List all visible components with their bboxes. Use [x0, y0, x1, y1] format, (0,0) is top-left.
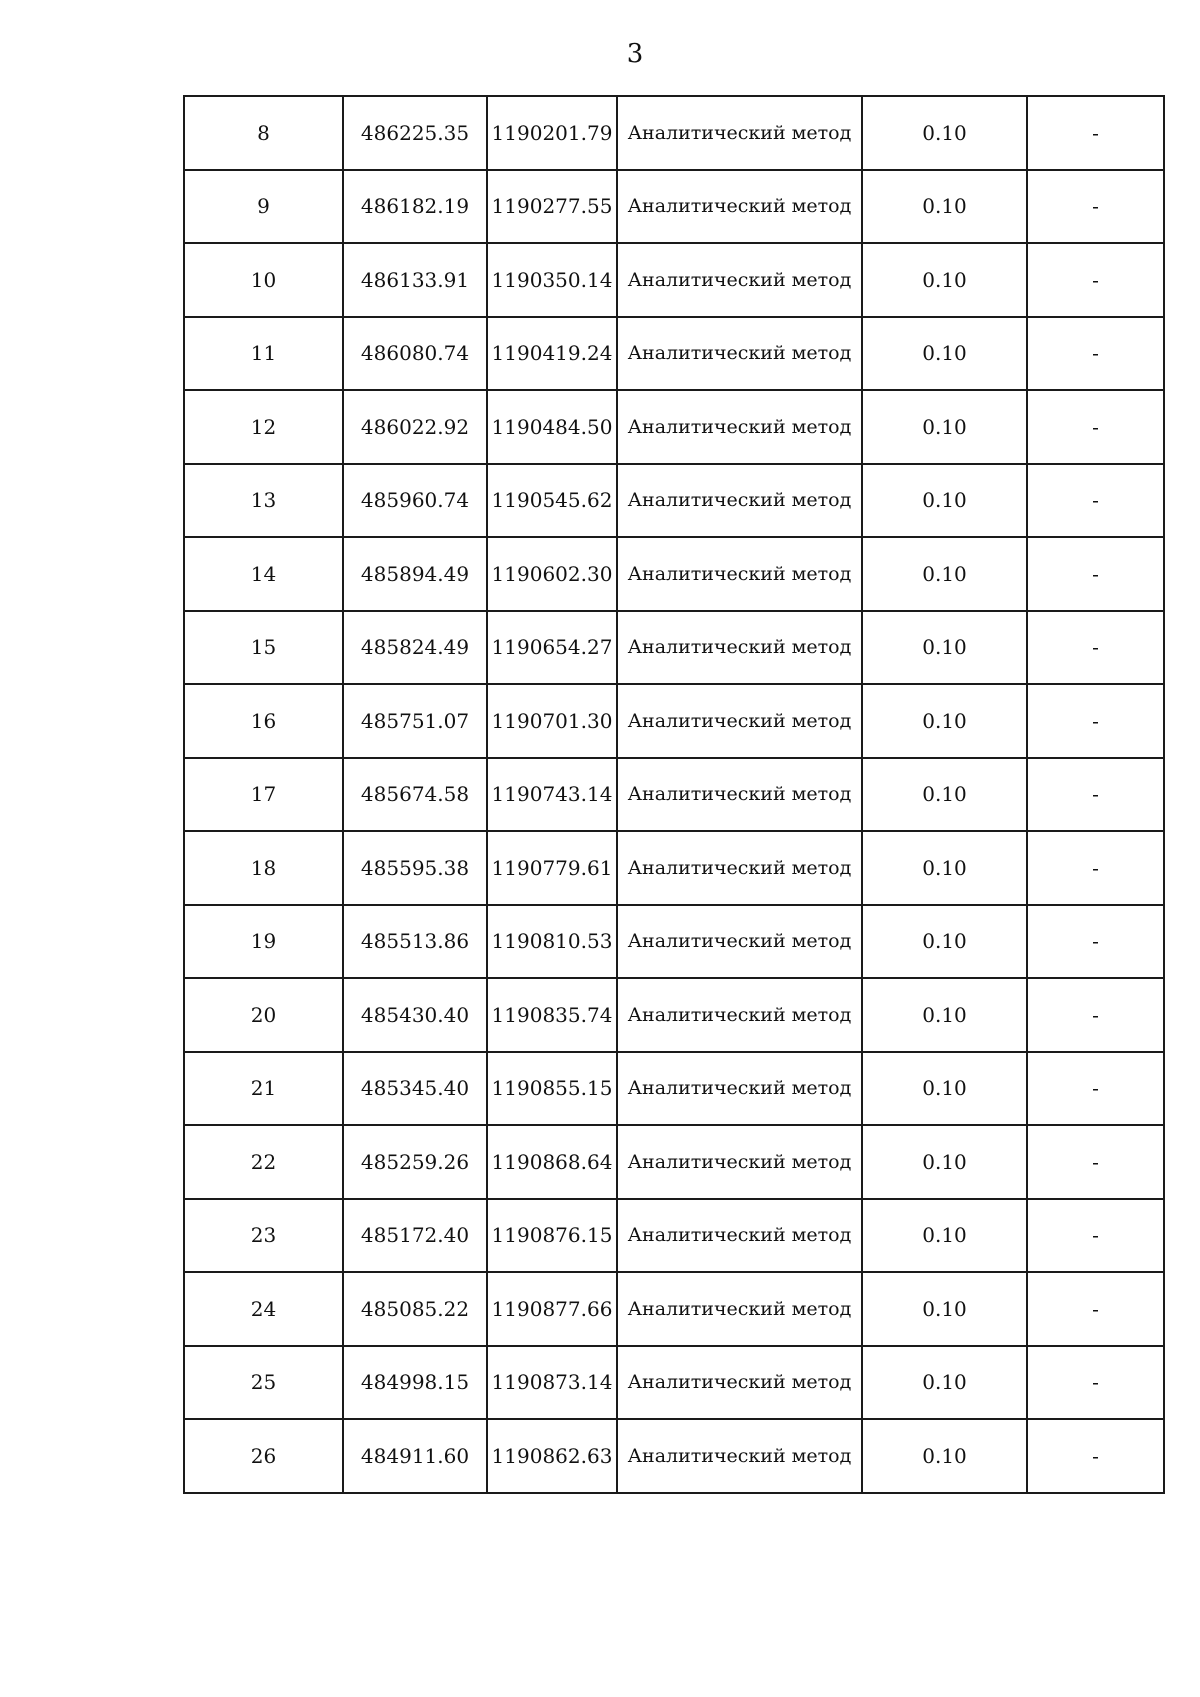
- point-number-cell: 15: [184, 611, 343, 685]
- method-cell: Аналитический метод: [617, 978, 862, 1052]
- x-coordinate-cell: 485751.07: [343, 684, 487, 758]
- method-cell: Аналитический метод: [617, 758, 862, 832]
- table-row: [184, 243, 1164, 317]
- method-cell: Аналитический метод: [617, 390, 862, 464]
- accuracy-cell: 0.10: [862, 170, 1027, 244]
- method-cell: Аналитический метод: [617, 1125, 862, 1199]
- x-coordinate-cell: 486022.92: [343, 390, 487, 464]
- accuracy-cell: 0.10: [862, 1272, 1027, 1346]
- method-cell: Аналитический метод: [617, 1199, 862, 1273]
- y-coordinate-cell: 1190350.14: [487, 243, 617, 317]
- table-row: [184, 464, 1164, 538]
- y-coordinate-cell: 1190201.79: [487, 96, 617, 170]
- accuracy-cell: 0.10: [862, 1346, 1027, 1420]
- note-cell: -: [1027, 1052, 1164, 1126]
- point-number-cell: 25: [184, 1346, 343, 1420]
- point-number-cell: 11: [184, 317, 343, 391]
- accuracy-cell: 0.10: [862, 96, 1027, 170]
- y-coordinate-cell: 1190701.30: [487, 684, 617, 758]
- y-coordinate-cell: 1190877.66: [487, 1272, 617, 1346]
- point-number-cell: 8: [184, 96, 343, 170]
- point-number-cell: 20: [184, 978, 343, 1052]
- point-number-cell: 17: [184, 758, 343, 832]
- table-row: [184, 978, 1164, 1052]
- coordinates-table: [183, 95, 1165, 1494]
- y-coordinate-cell: 1190876.15: [487, 1199, 617, 1273]
- table-row: [184, 170, 1164, 244]
- point-number-cell: 12: [184, 390, 343, 464]
- method-cell: Аналитический метод: [617, 905, 862, 979]
- point-number-cell: 14: [184, 537, 343, 611]
- table-row: [184, 1125, 1164, 1199]
- y-coordinate-cell: 1190484.50: [487, 390, 617, 464]
- table-row: [184, 905, 1164, 979]
- table-row: [184, 684, 1164, 758]
- table-row: [184, 96, 1164, 170]
- method-cell: Аналитический метод: [617, 1052, 862, 1126]
- y-coordinate-cell: 1190545.62: [487, 464, 617, 538]
- accuracy-cell: 0.10: [862, 905, 1027, 979]
- accuracy-cell: 0.10: [862, 390, 1027, 464]
- accuracy-cell: 0.10: [862, 317, 1027, 391]
- note-cell: -: [1027, 1419, 1164, 1493]
- note-cell: -: [1027, 758, 1164, 832]
- y-coordinate-cell: 1190602.30: [487, 537, 617, 611]
- x-coordinate-cell: 486225.35: [343, 96, 487, 170]
- table-body: [184, 96, 1164, 1493]
- x-coordinate-cell: 485894.49: [343, 537, 487, 611]
- point-number-cell: 19: [184, 905, 343, 979]
- y-coordinate-cell: 1190654.27: [487, 611, 617, 685]
- accuracy-cell: 0.10: [862, 978, 1027, 1052]
- method-cell: Аналитический метод: [617, 170, 862, 244]
- note-cell: -: [1027, 464, 1164, 538]
- note-cell: -: [1027, 831, 1164, 905]
- method-cell: Аналитический метод: [617, 1272, 862, 1346]
- x-coordinate-cell: 485345.40: [343, 1052, 487, 1126]
- note-cell: -: [1027, 684, 1164, 758]
- point-number-cell: 9: [184, 170, 343, 244]
- point-number-cell: 23: [184, 1199, 343, 1273]
- accuracy-cell: 0.10: [862, 1125, 1027, 1199]
- accuracy-cell: 0.10: [862, 831, 1027, 905]
- point-number-cell: 18: [184, 831, 343, 905]
- method-cell: Аналитический метод: [617, 96, 862, 170]
- note-cell: -: [1027, 96, 1164, 170]
- method-cell: Аналитический метод: [617, 464, 862, 538]
- x-coordinate-cell: 484998.15: [343, 1346, 487, 1420]
- accuracy-cell: 0.10: [862, 464, 1027, 538]
- point-number-cell: 13: [184, 464, 343, 538]
- accuracy-cell: 0.10: [862, 1052, 1027, 1126]
- accuracy-cell: 0.10: [862, 1199, 1027, 1273]
- x-coordinate-cell: 486133.91: [343, 243, 487, 317]
- table-row: [184, 1199, 1164, 1273]
- point-number-cell: 24: [184, 1272, 343, 1346]
- point-number-cell: 10: [184, 243, 343, 317]
- x-coordinate-cell: 484911.60: [343, 1419, 487, 1493]
- x-coordinate-cell: 485430.40: [343, 978, 487, 1052]
- note-cell: -: [1027, 1199, 1164, 1273]
- table-row: [184, 758, 1164, 832]
- note-cell: -: [1027, 317, 1164, 391]
- table-row: [184, 611, 1164, 685]
- method-cell: Аналитический метод: [617, 1346, 862, 1420]
- x-coordinate-cell: 485513.86: [343, 905, 487, 979]
- x-coordinate-cell: 485259.26: [343, 1125, 487, 1199]
- note-cell: -: [1027, 170, 1164, 244]
- note-cell: -: [1027, 1272, 1164, 1346]
- accuracy-cell: 0.10: [862, 611, 1027, 685]
- table-row: [184, 831, 1164, 905]
- point-number-cell: 16: [184, 684, 343, 758]
- accuracy-cell: 0.10: [862, 243, 1027, 317]
- x-coordinate-cell: 486080.74: [343, 317, 487, 391]
- x-coordinate-cell: 485960.74: [343, 464, 487, 538]
- x-coordinate-cell: 485172.40: [343, 1199, 487, 1273]
- y-coordinate-cell: 1190868.64: [487, 1125, 617, 1199]
- y-coordinate-cell: 1190810.53: [487, 905, 617, 979]
- method-cell: Аналитический метод: [617, 537, 862, 611]
- page-number: 3: [626, 39, 644, 69]
- method-cell: Аналитический метод: [617, 831, 862, 905]
- table-row: [184, 390, 1164, 464]
- accuracy-cell: 0.10: [862, 758, 1027, 832]
- y-coordinate-cell: 1190277.55: [487, 170, 617, 244]
- y-coordinate-cell: 1190779.61: [487, 831, 617, 905]
- y-coordinate-cell: 1190743.14: [487, 758, 617, 832]
- accuracy-cell: 0.10: [862, 537, 1027, 611]
- method-cell: Аналитический метод: [617, 611, 862, 685]
- note-cell: -: [1027, 390, 1164, 464]
- y-coordinate-cell: 1190835.74: [487, 978, 617, 1052]
- method-cell: Аналитический метод: [617, 684, 862, 758]
- x-coordinate-cell: 485824.49: [343, 611, 487, 685]
- note-cell: -: [1027, 905, 1164, 979]
- point-number-cell: 26: [184, 1419, 343, 1493]
- table-row: [184, 1419, 1164, 1493]
- y-coordinate-cell: 1190419.24: [487, 317, 617, 391]
- accuracy-cell: 0.10: [862, 684, 1027, 758]
- y-coordinate-cell: 1190862.63: [487, 1419, 617, 1493]
- note-cell: -: [1027, 243, 1164, 317]
- method-cell: Аналитический метод: [617, 1419, 862, 1493]
- table-row: [184, 1052, 1164, 1126]
- note-cell: -: [1027, 1346, 1164, 1420]
- table-row: [184, 1346, 1164, 1420]
- note-cell: -: [1027, 978, 1164, 1052]
- y-coordinate-cell: 1190873.14: [487, 1346, 617, 1420]
- point-number-cell: 21: [184, 1052, 343, 1126]
- x-coordinate-cell: 486182.19: [343, 170, 487, 244]
- y-coordinate-cell: 1190855.15: [487, 1052, 617, 1126]
- x-coordinate-cell: 485674.58: [343, 758, 487, 832]
- accuracy-cell: 0.10: [862, 1419, 1027, 1493]
- x-coordinate-cell: 485595.38: [343, 831, 487, 905]
- table-row: [184, 1272, 1164, 1346]
- note-cell: -: [1027, 537, 1164, 611]
- note-cell: -: [1027, 1125, 1164, 1199]
- x-coordinate-cell: 485085.22: [343, 1272, 487, 1346]
- method-cell: Аналитический метод: [617, 243, 862, 317]
- note-cell: -: [1027, 611, 1164, 685]
- point-number-cell: 22: [184, 1125, 343, 1199]
- table-row: [184, 537, 1164, 611]
- method-cell: Аналитический метод: [617, 317, 862, 391]
- table-row: [184, 317, 1164, 391]
